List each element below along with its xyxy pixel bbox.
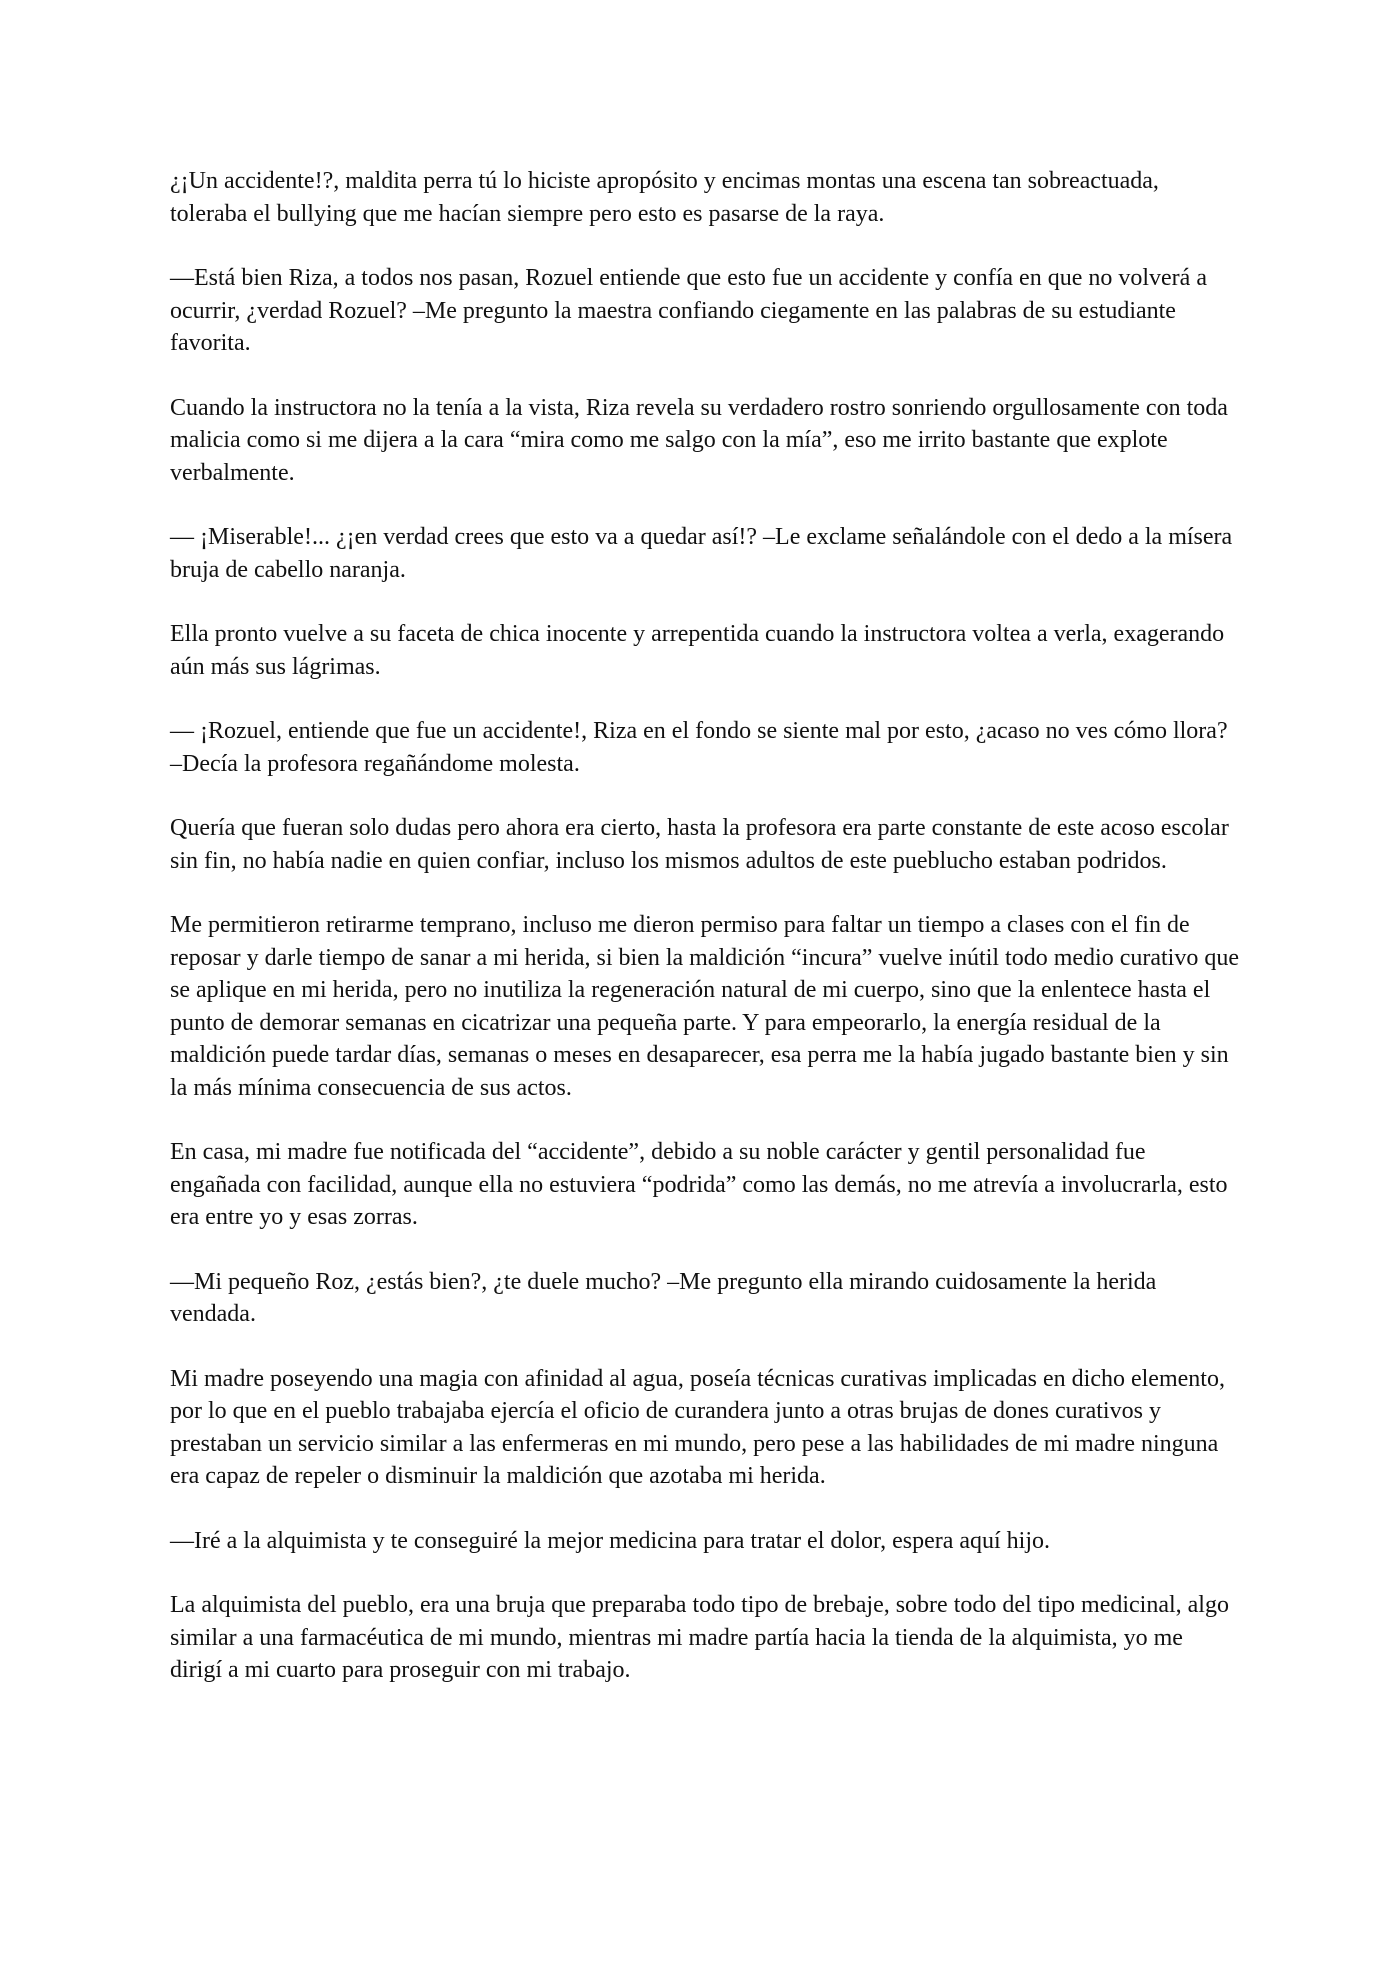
- paragraph: En casa, mi madre fue notificada del “accidente”, debido a su noble carácter y gentil personalidad fue engañada con facilidad, aunque ella no estuviera “podrida” como las demás, no me atrevía a involucrarla, esto era entre yo y esas zorras.: [170, 1139, 1228, 1230]
- paragraph: ¿¡Un accidente!?, maldita perra tú lo hiciste apropósito y encimas montas una escena tan sobreactuada, toleraba el bullying que me hacían siempre pero esto es pasarse de la raya.: [170, 168, 1159, 227]
- paragraph: — ¡Rozuel, entiende que fue un accidente!, Riza en el fondo se siente mal por esto, ¿acaso no ves cómo llora? –Decía la profesora regañándome molesta.: [170, 718, 1228, 777]
- paragraph: —Está bien Riza, a todos nos pasan, Rozuel entiende que esto fue un accidente y confía en que no volverá a ocurrir, ¿verdad Rozuel? –Me pregunto la maestra confiando ciegamente en las palabras de su estudiante favorita.: [170, 265, 1207, 356]
- paragraph: La alquimista del pueblo, era una bruja que preparaba todo tipo de brebaje, sobre todo del tipo medicinal, algo similar a una farmacéutica de mi mundo, mientras mi madre partía hacia la tienda de la alquimista, yo me dirigí a mi cuarto para proseguir con mi trabajo.: [170, 1592, 1229, 1683]
- paragraph: Mi madre poseyendo una magia con afinidad al agua, poseía técnicas curativas implicadas en dicho elemento, por lo que en el pueblo trabajaba ejercía el oficio de curandera junto a otras brujas de dones curativos y prestaban un servicio similar a las enfermeras en mi mundo, pero pese a las habilidades de mi madre ninguna era capaz de repeler o disminuir la maldición que azotaba mi herida.: [170, 1365, 1225, 1489]
- paragraph: Me permitieron retirarme temprano, incluso me dieron permiso para faltar un tiempo a clases con el fin de reposar y darle tiempo de sanar a mi herida, si bien la maldición “incura” vuelve inútil todo medio curativo que se aplique en mi herida, pero no inutiliza la regeneración natural de mi cuerpo, sino que la enlentece hasta el punto de demorar semanas en cicatrizar una pequeña parte. Y para empeorarlo, la energía residual de la maldición puede tardar días, semanas o meses en desaparecer, esa perra me la había jugado bastante bien y sin la más mínima consecuencia de sus actos.: [170, 912, 1239, 1101]
- paragraph: —Mi pequeño Roz, ¿estás bien?, ¿te duele mucho? –Me pregunto ella mirando cuidosamente la herida vendada.: [170, 1268, 1157, 1327]
- paragraph: —Iré a la alquimista y te conseguiré la mejor medicina para tratar el dolor, espera aquí hijo.: [170, 1527, 1051, 1554]
- paragraph: Ella pronto vuelve a su faceta de chica inocente y arrepentida cuando la instructora voltea a verla, exagerando aún más sus lágrimas.: [170, 621, 1225, 680]
- paragraph: — ¡Miserable!... ¿¡en verdad crees que esto va a quedar así!? –Le exclame señalándole con el dedo a la mísera bruja de cabello naranja.: [170, 524, 1233, 583]
- paragraph: Quería que fueran solo dudas pero ahora era cierto, hasta la profesora era parte constante de este acoso escolar sin fin, no había nadie en quien confiar, incluso los mismos adultos de este pueblucho estaban podridos.: [170, 815, 1229, 874]
- document-page: [170, 165, 1240, 1719]
- paragraph: Cuando la instructora no la tenía a la vista, Riza revela su verdadero rostro sonriendo orgullosamente con toda malicia como si me dijera a la cara “mira como me salgo con la mía”, eso me irrito bastante que explote verbalmente.: [170, 394, 1228, 486]
